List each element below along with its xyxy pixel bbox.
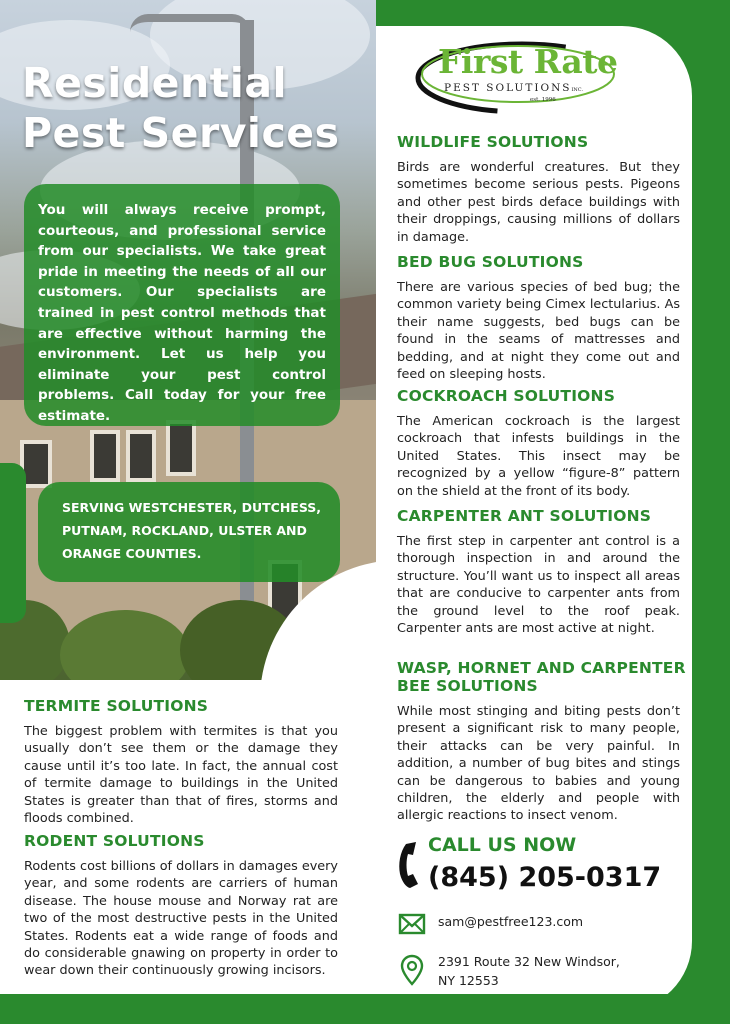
email-icon [398, 912, 426, 936]
service-area-box [38, 482, 340, 582]
location-pin-icon [400, 954, 424, 986]
wildlife-section [397, 133, 680, 246]
carpenter-ant-section [397, 507, 680, 637]
logo-subtitle: PEST SOLUTIONSINC. [444, 82, 584, 94]
wildlife-heading: WILDLIFE SOLUTIONS [397, 133, 589, 151]
address-line-2: NY 12553 [438, 973, 499, 988]
phone-number[interactable]: (845) 205-0317 [428, 862, 662, 893]
rodent-heading: RODENT SOLUTIONS [24, 832, 205, 850]
cockroach-section [397, 387, 680, 500]
termite-heading: TERMITE SOLUTIONS [24, 697, 209, 715]
carpenter-ant-heading: CARPENTER ANT SOLUTIONS [397, 507, 652, 525]
wasp-section [397, 659, 686, 825]
cockroach-heading: COCKROACH SOLUTIONS [397, 387, 616, 405]
title-line-2: Pest Services [22, 109, 340, 157]
termite-section [24, 697, 338, 827]
bed-bug-heading: BED BUG SOLUTIONS [397, 253, 584, 271]
cockroach-body: The American cockroach is the largest cockroach that infests buildings in the United States. This insect may be recognized by a yellow “figure-8” pattern on the shield at the front of its body. [397, 414, 680, 499]
page-title [22, 58, 339, 158]
bottom-green-bar [0, 994, 730, 1024]
rodent-section [24, 832, 338, 980]
address-line-1: 2391 Route 32 New Windsor, [438, 954, 620, 969]
wasp-body: While most stinging and biting pests don’t present a significant risk to many people, their attacks can be very painful. In addition, a number of bug bites and stings can be dangerous to babies and young children, the elderly and people with allergic reactions to insect venom. [397, 704, 680, 824]
wildlife-body: Birds are wonderful creatures. But they sometimes become serious pests. Pigeons and other pest birds deface buildings with their droppings, causing millions of dollars in damage. [397, 160, 680, 245]
intro-box [24, 184, 340, 426]
side-green-tab [0, 463, 26, 623]
logo-established: est. 1996 [530, 97, 556, 103]
rodent-body: Rodents cost billions of dollars in damages every year, and some rodents are carriers of human disease. The house mouse and Norway rat are two of the most destructive pests in the United States. Rodents eat a wide range of foods and do considerable gnawing on property in order to wear down their continuously growing incisors. [24, 859, 338, 979]
title-line-1: Residential [22, 59, 288, 107]
phone-icon [398, 840, 424, 890]
service-area-text: SERVING WESTCHESTER, DUTCHESS, PUTNAM, ROCKLAND, ULSTER AND ORANGE COUNTIES. [62, 500, 322, 561]
wasp-heading: WASP, HORNET AND CARPENTER BEE SOLUTIONS [397, 659, 686, 695]
logo-name: First Rate [438, 42, 618, 81]
carpenter-ant-body: The first step in carpenter ant control is a thorough inspection in and around the structure. You’ll want us to inspect all areas that are conducive to carpenter ants from the ground level to the roof peak. Carpenter ants are most active at night. [397, 534, 680, 637]
company-logo [414, 38, 634, 120]
termite-body: The biggest problem with termites is that you usually don’t see them or the damage they cause until it’s too late. In fact, the annual cost of termite damage to buildings in the United States is greater than that of fires, storms and floods combined. [24, 724, 338, 827]
call-us-label: CALL US NOW [428, 834, 577, 856]
street-address [438, 952, 648, 990]
email-address[interactable]: sam@pestfree123.com [438, 914, 584, 929]
bed-bug-section [397, 253, 680, 383]
bed-bug-body: There are various species of bed bug; the common variety being Cimex lectularius. As their name suggests, bed bugs can be found in the seams of mattresses and bedding, and at night they come out and feed on sleeping hosts. [397, 280, 680, 383]
intro-text: You will always receive prompt, courteous, and professional service from our specialists. We take great pride in meeting the needs of all our customers. Our specialists are trained in pest control methods that are effective without harming the environment. Let us help you eliminate your pest control problems. Call today for your free estimate. [38, 202, 326, 424]
